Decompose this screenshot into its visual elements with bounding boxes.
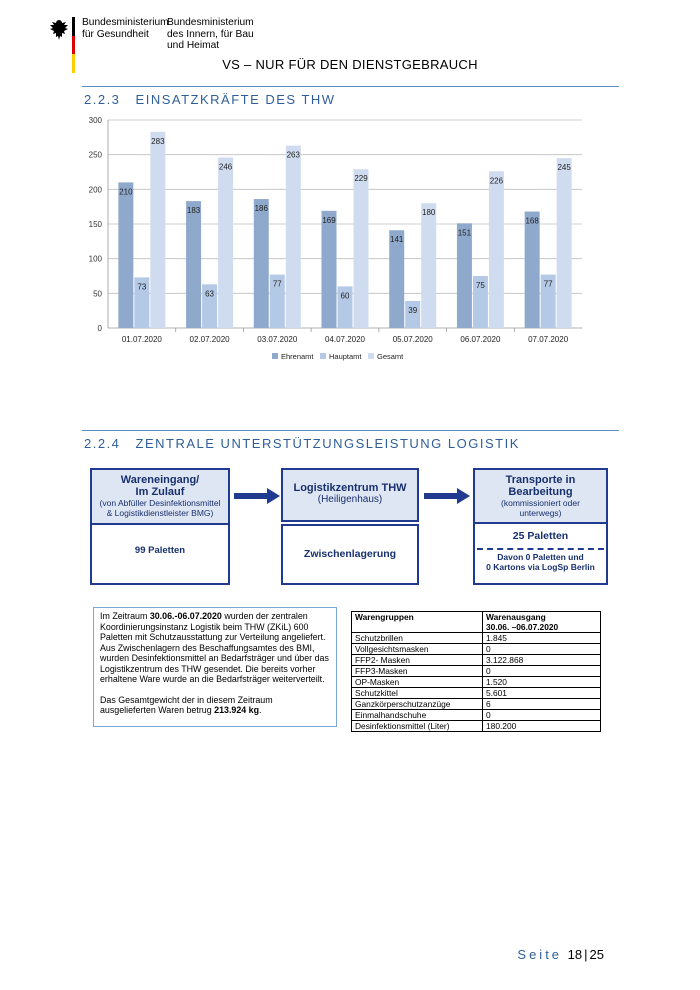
flow-box-note: Davon 0 Paletten und	[497, 552, 584, 562]
data-label: 75	[475, 281, 485, 290]
section-number: 2.2.3	[84, 92, 121, 107]
bar-ehrenamt	[457, 223, 472, 328]
thw-forces-bar-chart	[82, 112, 592, 372]
flow-box-subtitle: (von Abfüller Desinfektionsmittel	[99, 498, 221, 508]
table-cell-name: OP-Masken	[352, 677, 483, 688]
x-tick-label: 06.07.2020	[460, 335, 501, 344]
bar-gesamt	[421, 203, 436, 328]
x-tick-label: 02.07.2020	[189, 335, 230, 344]
data-label: 229	[354, 174, 368, 184]
bar-ehrenamt	[322, 211, 337, 328]
x-tick-label: 03.07.2020	[257, 335, 298, 344]
data-label: 151	[457, 228, 472, 238]
flow-box-subtitle: & Logistikdienstleister BMG)	[106, 508, 214, 518]
flow-arrow-icon	[234, 488, 280, 509]
y-tick-label: 50	[93, 289, 102, 299]
page-number	[517, 947, 604, 962]
bar-gesamt	[557, 158, 572, 328]
data-label: 210	[119, 187, 133, 197]
flow-box-logistikzentrum-bottom	[281, 524, 419, 585]
data-label: 226	[489, 176, 504, 186]
table-row	[352, 633, 601, 644]
y-tick-label: 300	[88, 116, 102, 125]
bar-ehrenamt	[389, 230, 404, 328]
table-cell-name: Schutzbrillen	[352, 633, 483, 644]
table-cell-value: 0	[483, 710, 601, 721]
table-cell-value: 180.200	[483, 721, 601, 732]
data-label: 141	[390, 235, 404, 245]
legend-swatch	[272, 353, 278, 359]
legend-swatch	[320, 353, 326, 359]
section-number: 2.2.4	[84, 436, 121, 451]
table-cell-value: 3.122.868	[483, 655, 601, 666]
y-tick-label: 100	[88, 254, 102, 264]
table-cell-value: 0	[483, 666, 601, 677]
bar-gesamt	[489, 171, 504, 328]
flow-box-title: Transporte in	[505, 474, 576, 486]
section-heading-logistik	[84, 436, 520, 451]
summary-text-box	[93, 607, 337, 727]
data-label: 73	[137, 282, 147, 292]
data-label: 180	[422, 208, 436, 218]
table-cell-name: Desinfektionsmittel (Liter)	[352, 721, 483, 732]
data-label: 263	[286, 150, 300, 160]
data-label: 77	[543, 279, 553, 289]
table-cell-name: Einmalhandschuhe	[352, 710, 483, 721]
section-title: EINSATZKRÄFTE DES THW	[135, 92, 336, 107]
flow-box-title: Wareneingang/	[120, 474, 200, 486]
bar-ehrenamt	[118, 182, 133, 328]
legend-label: Hauptamt	[329, 352, 362, 361]
table-cell-name: Ganzkörperschutzanzüge	[352, 699, 483, 710]
current-page: 18	[567, 947, 583, 962]
section-rule	[82, 86, 619, 87]
legend-swatch	[368, 353, 374, 359]
classification-label: VS – NUR FÜR DEN DIENSTGEBRAUCH	[222, 57, 478, 72]
table-header-cell: Warengruppen	[352, 612, 483, 633]
y-tick-label: 250	[88, 150, 102, 160]
bar-gesamt	[218, 157, 233, 328]
bar-gesamt	[286, 146, 301, 328]
table-row	[352, 655, 601, 666]
data-label: 168	[525, 216, 539, 226]
table-cell-name: FFP2- Masken	[352, 655, 483, 666]
y-tick-label: 200	[88, 185, 102, 195]
bar-ehrenamt	[254, 199, 269, 328]
data-label: 186	[254, 204, 268, 214]
bar-ehrenamt	[186, 201, 201, 328]
x-tick-label: 04.07.2020	[324, 335, 366, 344]
flow-box-title: Im Zulauf	[135, 486, 185, 498]
table-cell-value: 0	[483, 644, 601, 655]
flow-box-value: Zwischenlagerung	[303, 548, 397, 560]
flow-box-subtitle: unterwegs)	[519, 508, 562, 518]
table-header-row	[352, 612, 601, 633]
legend-label: Ehrenamt	[281, 352, 314, 361]
table-row	[352, 710, 601, 721]
flow-box-subtitle: (kommissioniert oder	[501, 498, 580, 508]
table-cell-value: 5.601	[483, 688, 601, 699]
flow-arrow-icon	[424, 488, 470, 509]
flow-box-subtitle: (Heiligenhaus)	[317, 494, 383, 505]
section-title: ZENTRALE UNTERSTÜTZUNGSLEISTUNG LOGISTIK	[135, 436, 520, 451]
table-row	[352, 644, 601, 655]
table-row	[352, 688, 601, 699]
flow-box-value: 99 Paletten	[134, 545, 186, 556]
x-tick-label: 01.07.2020	[121, 335, 162, 344]
federal-eagle-icon	[48, 18, 70, 47]
table-row	[352, 677, 601, 688]
section-heading-thw	[84, 92, 336, 107]
data-label: 245	[557, 163, 571, 173]
table-cell-value: 1.520	[483, 677, 601, 688]
ministry-health-logo-text: Bundesministerium für Gesundheit	[82, 17, 169, 40]
data-label: 246	[218, 162, 233, 172]
y-tick-label: 150	[88, 220, 102, 229]
data-label: 63	[205, 289, 215, 299]
flow-box-transporte	[473, 468, 608, 585]
data-label: 77	[272, 279, 282, 289]
data-label: 39	[408, 305, 418, 315]
flow-box-note: 0 Kartons via LogSp Berlin	[486, 562, 595, 572]
y-tick-label: 0	[97, 324, 102, 333]
table-cell-value: 6	[483, 699, 601, 710]
table-cell-name: FFP3-Masken	[352, 666, 483, 677]
table-row	[352, 699, 601, 710]
x-tick-label: 07.07.2020	[528, 335, 569, 344]
table-row	[352, 666, 601, 677]
table-header-cell: Warenausgang 30.06. –06.07.2020	[483, 612, 601, 633]
goods-outflow-table	[351, 611, 601, 732]
summary-paragraph: Das Gesamtgewicht der in diesem Zeitraum ausgelieferten Waren betrug 213.924 kg.	[100, 694, 273, 715]
data-label: 283	[151, 136, 165, 146]
flow-box-title: Bearbeitung	[508, 486, 573, 498]
page-label: Seite	[517, 947, 563, 962]
total-pages: 25	[589, 947, 604, 962]
flow-box-logistikzentrum-top	[281, 468, 419, 522]
table-cell-name: Schutzkittel	[352, 688, 483, 699]
data-label: 60	[340, 291, 350, 301]
page-separator: |	[584, 947, 588, 962]
data-label: 183	[186, 206, 201, 216]
flow-box-value: 25 Paletten	[512, 530, 569, 542]
table-cell-value: 1.845	[483, 633, 601, 644]
data-label: 169	[322, 215, 336, 225]
section-rule	[82, 430, 619, 431]
bar-gesamt	[150, 132, 165, 328]
bar-ehrenamt	[525, 212, 540, 328]
table-cell-name: Vollgesichtsmasken	[352, 644, 483, 655]
flow-box-wareneingang	[90, 468, 230, 585]
bar-gesamt	[354, 169, 369, 328]
table-row	[352, 721, 601, 732]
summary-paragraph: Im Zeitraum 30.06.-06.07.2020 wurden der zentralen Koordinierungsinstanz Logistik beim THW (ZKiL) 600 Paletten mit Schutzausstattung zur Verteilung angeliefert. Aus Zwischenlagern des Beschaffungsamtes des BMI, wurden Desinfektionsmittel an Bedarfsträger und über das Logistikzentrum des THW gesendet. Die bereits vorher erhaltene Ware wurde an die Bedarfsträger weiterverteilt.	[100, 611, 329, 684]
legend-label: Gesamt	[377, 352, 404, 361]
ministry-interior-logo-text: Bundesministerium des Innern, für Bau und Heimat	[167, 17, 254, 51]
flow-box-title: Logistikzentrum THW	[293, 482, 407, 494]
x-tick-label: 05.07.2020	[392, 335, 433, 344]
